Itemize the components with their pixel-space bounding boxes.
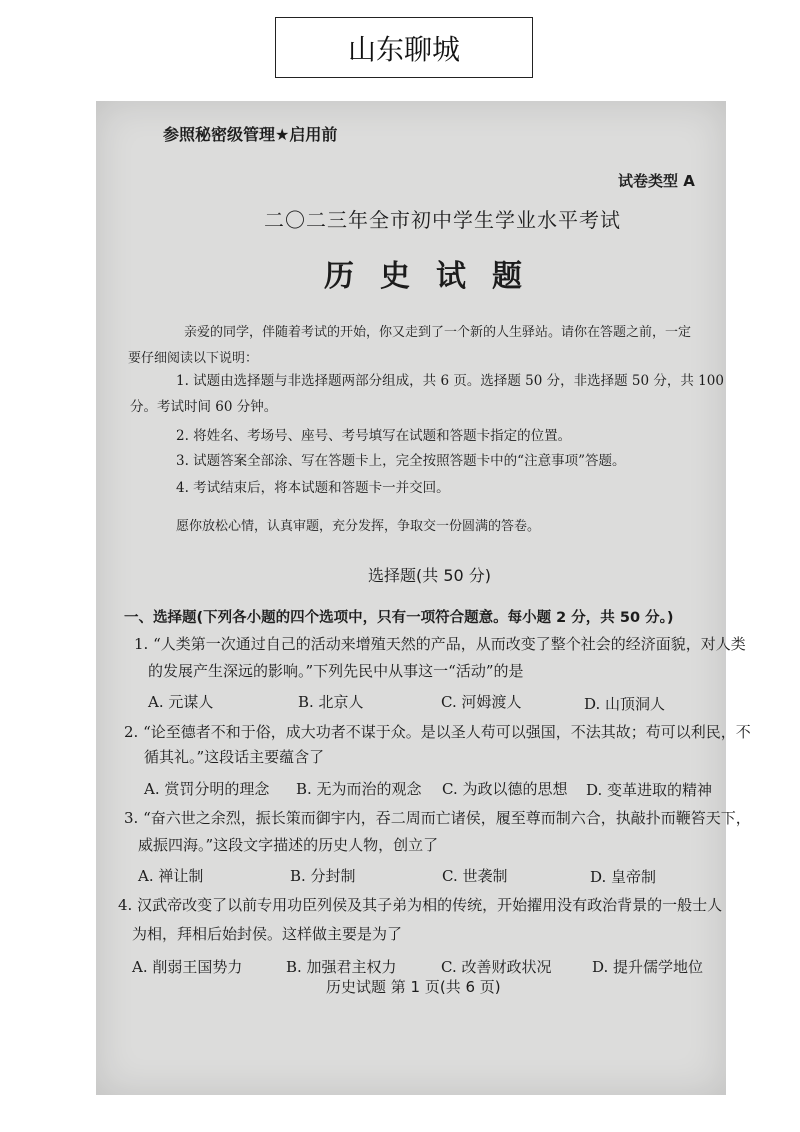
question-3-line-1: 3. “奋六世之余烈，振长策而御宇内，吞二周而亡诸侯，履至尊而制六合，执敲扑而鞭笞天下， <box>124 809 751 827</box>
question-2-line-1: 2. “论至德者不和于俗，成大功者不谋于众。是以圣人苟可以强国，不法其故；苟可以利民，不 <box>124 723 751 741</box>
question-1-line-2: 的发展产生深远的影响。”下列先民中从事这一“活动”的是 <box>148 662 524 680</box>
page-footer: 历史试题 第 1 页(共 6 页) <box>326 978 501 996</box>
instruction-1-cont: 分。考试时间 60 分钟。 <box>130 399 278 415</box>
question-2-option-d: D. 变革进取的精神 <box>586 781 713 799</box>
region-label: 山东聊城 <box>275 17 533 78</box>
instruction-2: 2. 将姓名、考场号、座号、考号填写在试题和答题卡指定的位置。 <box>176 428 572 444</box>
question-3-option-b: B. 分封制 <box>290 867 356 885</box>
intro-line-2: 要仔细阅读以下说明： <box>128 351 259 366</box>
section-title: 选择题(共 50 分) <box>368 566 492 585</box>
part-title: 一、选择题(下列各小题的四个选项中，只有一项符合题意。每小题 2 分，共 50 分。) <box>124 610 674 626</box>
instruction-3: 3. 试题答案全部涂、写在答题卡上，完全按照答题卡中的“注意事项”答题。 <box>176 453 626 469</box>
question-1-option-c: C. 河姆渡人 <box>441 693 522 711</box>
question-2-line-2: 循其礼。”这段话主要蕴含了 <box>144 748 325 766</box>
exam-paper-photo <box>96 101 751 1095</box>
question-1-line-1: 1. “人类第一次通过自己的活动来增殖天然的产品，从而改变了整个社会的经济面貌，对人类 <box>134 635 746 653</box>
question-2-option-b: B. 无为而治的观念 <box>296 780 422 798</box>
question-4-option-a: A. 削弱王国势力 <box>132 958 243 976</box>
question-4-option-b: B. 加强君主权力 <box>286 958 397 976</box>
question-2-option-a: A. 赏罚分明的理念 <box>144 780 270 798</box>
question-3-line-2: 威振四海。”这段文字描述的历史人物，创立了 <box>138 836 439 854</box>
question-1-option-d: D. 山顶洞人 <box>584 695 666 713</box>
question-4-line-2: 为相，拜相后始封侯。这样做主要是为了 <box>132 925 403 943</box>
wish-line: 愿你放松心情，认真审题，充分发挥，争取交一份圆满的答卷。 <box>176 519 541 534</box>
instruction-4: 4. 考试结束后，将本试题和答题卡一并交回。 <box>176 480 450 496</box>
question-3-option-d: D. 皇帝制 <box>590 868 657 886</box>
subject-title: 历史试题 <box>324 259 548 294</box>
exam-title: 二〇二三年全市初中学生学业水平考试 <box>264 208 621 232</box>
instruction-1: 1. 试题由选择题与非选择题两部分组成，共 6 页。选择题 50 分，非选择题 50 分，共 100 <box>176 373 724 389</box>
question-3-option-c: C. 世袭制 <box>442 867 508 885</box>
question-2-option-c: C. 为政以德的思想 <box>442 780 568 798</box>
question-4-option-c: C. 改善财政状况 <box>441 958 552 976</box>
intro-line-1: 亲爱的同学，伴随着考试的开始，你又走到了一个新的人生驿站。请你在答题之前，一定 <box>184 325 692 340</box>
question-1-option-a: A. 元谋人 <box>148 693 214 711</box>
paper-type: 试卷类型 A <box>618 172 695 190</box>
confidentiality-note: 参照秘密级管理★启用前 <box>163 125 338 144</box>
question-3-option-a: A. 禅让制 <box>138 867 204 885</box>
question-4-line-1: 4. 汉武帝改变了以前专用功臣列侯及其子弟为相的传统，开始擢用没有政治背景的一般士人 <box>118 896 723 914</box>
question-4-option-d: D. 提升儒学地位 <box>592 958 704 976</box>
question-1-option-b: B. 北京人 <box>298 693 364 711</box>
